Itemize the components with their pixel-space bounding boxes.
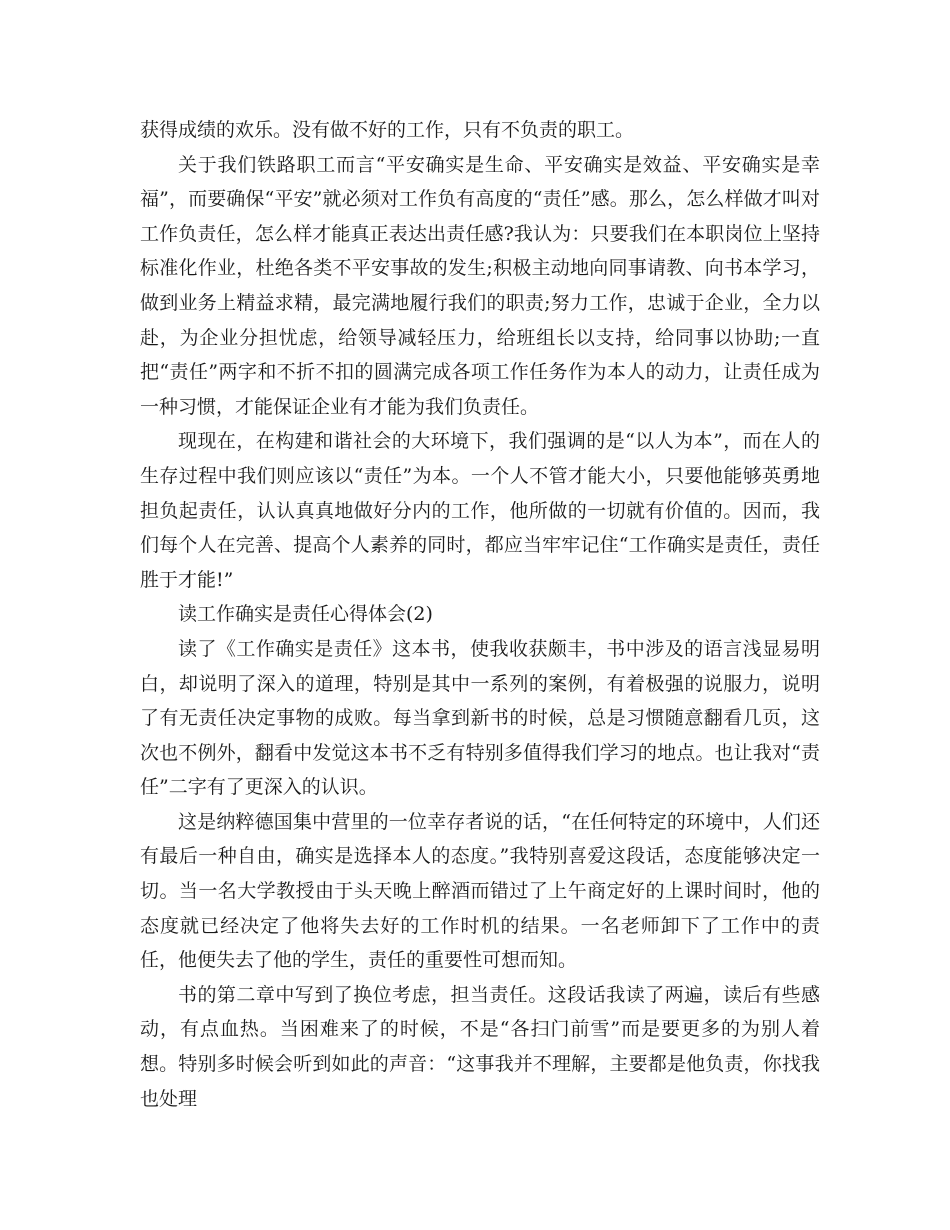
paragraph-book-review: 读了《工作确实是责任》这本书，使我收获颇丰，书中涉及的语言浅显易明白，却说明了深入的道理，特别是其中一系列的案例，有着极强的说服力，说明了有无责任决定事物的成败。每当拿到新书的时候，总是习惯随意翻看几页，这次也不例外，翻看中发觉这本书不乏有特别多值得我们学习的地点。也让我对“责任”二字有了更深入的认识。 [140, 637, 820, 799]
paragraph-attitude: 这是纳粹德国集中营里的一位幸存者说的话，“在任何特定的环境中，人们还有最后一种自由，确实是选择本人的态度。”我特别喜爱这段话，态度能够决定一切。当一名大学教授由于头天晚上醉酒而错过了上午商定好的上课时间时，他的态度就已经决定了他将失去好的工作时机的结果。一名老师卸下了工作中的责任，他便失去了他的学生，责任的重要性可想而知。 [140, 810, 820, 972]
paragraph-railway-safety: 关于我们铁路职工而言“平安确实是生命、平安确实是效益、平安确实是幸福”，而要确保“平安”就必须对工作负有高度的“责任”感。那么，怎么样做才叫对工作负责任，怎么样才能真正表达出责任感?我认为：只要我们在本职岗位上坚持标准化作业，杜绝各类不平安事故的发生;积极主动地向同事请教、向书本学习，做到业务上精益求精，最完满地履行我们的职责;努力工作，忠诚于企业，全力以赴，为企业分担忧虑，给领导减轻压力，给班组长以支持，给同事以协助;一直把“责任”两字和不折不扣的圆满完成各项工作任务作为本人的动力，让责任成为一种习惯，才能保证企业有才能为我们负责任。 [140, 153, 820, 418]
paragraph-people-oriented: 现现在，在构建和谐社会的大环境下，我们强调的是“以人为本”，而在人的生存过程中我们则应该以“责任”为本。一个人不管才能大小，只要他能够英勇地担负起责任，认认真真地做好分内的工作，他所做的一切就有价值的。因而，我们每个人在完善、提高个人素养的同时，都应当牢牢记住“工作确实是责任，责任胜于才能!” [140, 430, 820, 591]
section-heading: 读工作确实是责任心得体会(2) [178, 603, 433, 626]
paragraph-chapter-two: 书的第二章中写到了换位考虑，担当责任。这段话我读了两遍，读后有些感动，有点血热。当困难来了的时候，不是“各扫门前雪”而是要更多的为别人着想。特别多时候会听到如此的声音：“这事我并不理解，主要都是他负责，你找我也处理 [140, 983, 820, 1110]
document-body [140, 113, 820, 1116]
paragraph-continuation: 获得成绩的欢乐。没有做不好的工作，只有不负责的职工。 [140, 119, 635, 141]
